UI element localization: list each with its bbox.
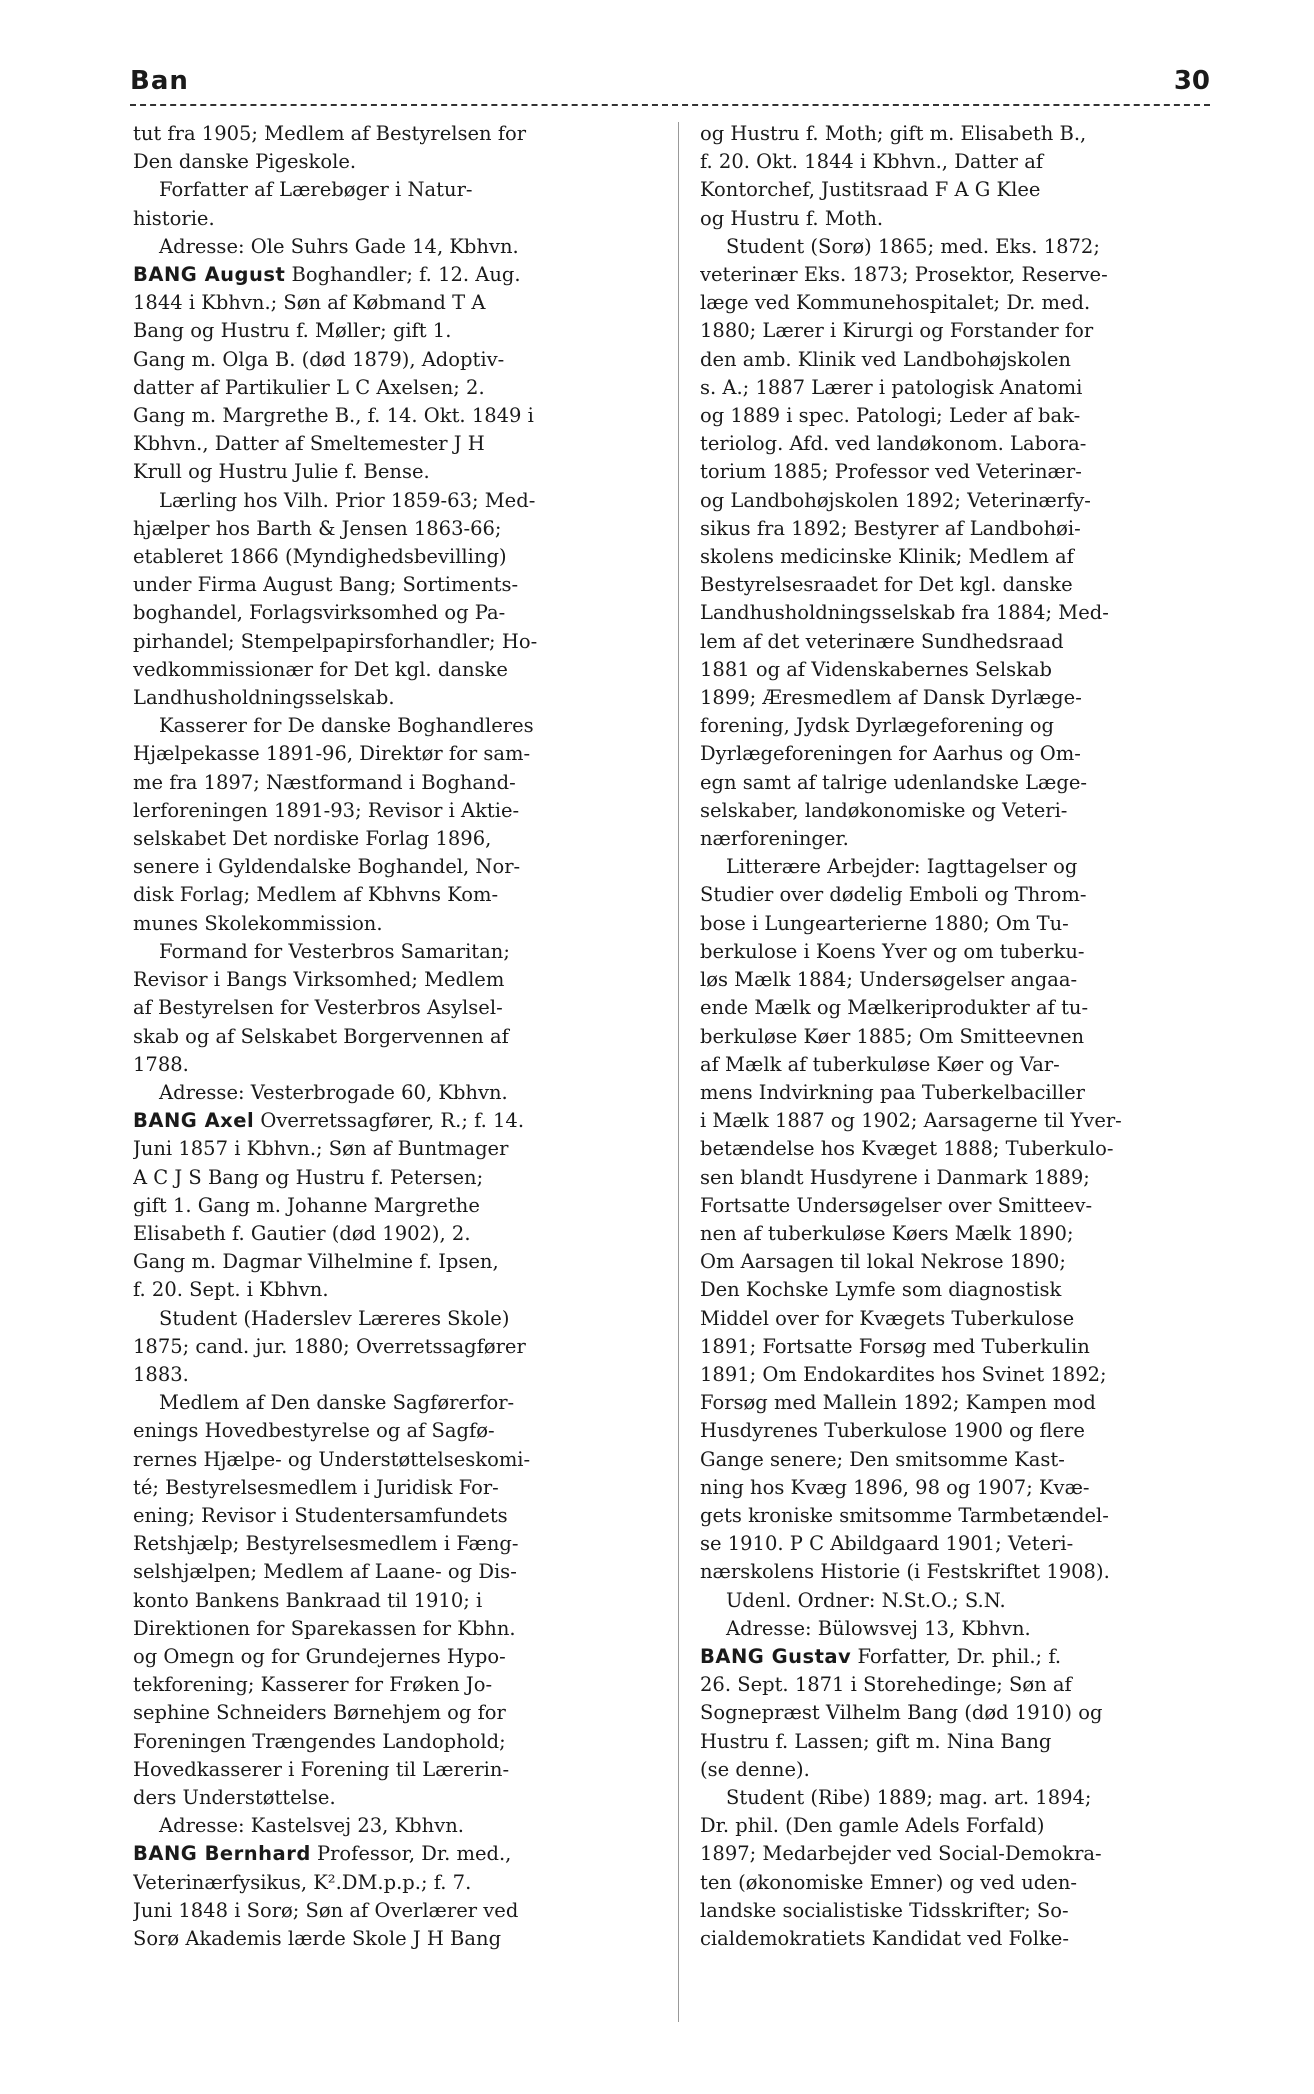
text-line (133, 1276, 669, 1304)
line-text: Forfatter, Dr. phil.; f. (851, 1644, 1062, 1668)
line-text: 1788. (133, 1052, 189, 1076)
text-line (700, 402, 1236, 430)
line-text: nærskolens Historie (i Festskriftet 1908). (700, 1560, 1110, 1584)
text-line (133, 487, 669, 515)
text-line (133, 1192, 669, 1220)
line-text: ten (økonomiske Emner) og ved uden- (700, 1870, 1077, 1894)
text-line (700, 120, 1236, 148)
text-line (700, 1361, 1236, 1389)
text-line (133, 712, 669, 740)
line-text: sikus fra 1892; Bestyrer af Landbohøi- (700, 516, 1081, 540)
line-text: etableret 1866 (Myndighedsbevilling) (133, 545, 507, 569)
text-line (700, 233, 1236, 261)
line-text: Sognepræst Vilhelm Bang (død 1910) og (700, 1701, 1103, 1725)
text-line (133, 1023, 669, 1051)
entry-heading: BANG Gustav (700, 1644, 852, 1668)
line-text: Husdyrenes Tuberkulose 1900 og flere (700, 1419, 1085, 1443)
text-line (133, 1446, 669, 1474)
line-text: Landhusholdningsselskab. (133, 686, 395, 710)
text-line (700, 205, 1236, 233)
line-text: Elisabeth f. Gautier (død 1902), 2. (133, 1221, 471, 1245)
text-line (133, 740, 669, 768)
line-text: Adresse: Ole Suhrs Gade 14, Kbhvn. (159, 234, 519, 258)
text-line (700, 1446, 1236, 1474)
line-text: berkulose i Koens Yver og om tuberku- (700, 939, 1085, 963)
line-text: Bestyrelsesraadet for Det kgl. danske (700, 573, 1073, 597)
text-line (133, 317, 669, 345)
line-text: Bang og Hustru f. Møller; gift 1. (133, 319, 452, 343)
line-text: 1897; Medarbejder ved Social-Demokra- (700, 1842, 1102, 1866)
text-line (700, 543, 1236, 571)
line-text: Kbhvn., Datter af Smeltemester J H (133, 432, 485, 456)
running-head: Ban (130, 66, 189, 96)
text-line (133, 1333, 669, 1361)
line-text: f. 20. Sept. i Kbhvn. (133, 1278, 329, 1302)
line-text: (se denne). (700, 1757, 810, 1781)
line-text: disk Forlag; Medlem af Kbhvns Kom- (133, 883, 499, 907)
line-text: s. A.; 1887 Lærer i patologisk Anatomi (700, 375, 1083, 399)
text-line (700, 1164, 1236, 1192)
text-line (133, 853, 669, 881)
line-text: og Landbohøjskolen 1892; Veterinærfy- (700, 488, 1091, 512)
text-line (133, 1164, 669, 1192)
line-text: 1891; Fortsatte Forsøg med Tuberkulin (700, 1334, 1090, 1358)
line-text: Om Aarsagen til lokal Nekrose 1890; (700, 1250, 1066, 1274)
line-text: gets kroniske smitsomme Tarmbetændel- (700, 1503, 1109, 1527)
line-text: lerforeningen 1891-93; Revisor i Aktie- (133, 798, 520, 822)
text-line (133, 656, 669, 684)
text-line (700, 1530, 1236, 1558)
text-line (700, 1107, 1236, 1135)
line-text: selshjælpen; Medlem af Laane- og Dis- (133, 1560, 517, 1584)
line-text: den amb. Klinik ved Landbohøjskolen (700, 347, 1071, 371)
text-line (700, 1784, 1236, 1812)
line-text: bose i Lungearterierne 1880; Om Tu- (700, 911, 1069, 935)
text-line (133, 1107, 669, 1135)
text-line (133, 430, 669, 458)
text-line (133, 374, 669, 402)
line-text: Kasserer for De danske Boghandleres (159, 714, 534, 738)
line-text: nen af tuberkuløse Køers Mælk 1890; (700, 1221, 1074, 1245)
line-text: datter af Partikulier L C Axelsen; 2. (133, 375, 485, 399)
text-line (700, 825, 1236, 853)
text-line (700, 346, 1236, 374)
line-text: af Mælk af tuberkuløse Køer og Var- (700, 1052, 1060, 1076)
text-line (133, 120, 669, 148)
page-header (130, 66, 1210, 106)
text-line (133, 1840, 669, 1868)
text-line (700, 1389, 1236, 1417)
text-line (700, 994, 1236, 1022)
entry-heading: BANG August (133, 263, 286, 287)
text-line (700, 1897, 1236, 1925)
line-text: Adresse: Vesterbrogade 60, Kbhvn. (159, 1080, 508, 1104)
line-text: Medlem af Den danske Sagførerfor- (159, 1391, 515, 1415)
entry-heading: BANG Axel (133, 1109, 255, 1133)
text-line (700, 656, 1236, 684)
line-text: teriolog. Afd. ved landøkonom. Labora- (700, 432, 1087, 456)
line-text: Student (Sorø) 1865; med. Eks. 1872; (726, 234, 1100, 258)
text-line (700, 910, 1236, 938)
header-rule (130, 104, 1210, 106)
line-text: Forfatter af Lærebøger i Natur- (159, 178, 473, 202)
line-text: Krull og Hustru Julie f. Bense. (133, 460, 430, 484)
line-text: rernes Hjælpe- og Understøttelseskomi- (133, 1447, 531, 1471)
line-text: 1844 i Kbhvn.; Søn af Købmand T A (133, 291, 486, 315)
line-text: gift 1. Gang m. Johanne Margrethe (133, 1193, 480, 1217)
line-text: Studier over dødelig Emboli og Throm- (700, 883, 1087, 907)
text-line (700, 1079, 1236, 1107)
text-line (700, 1615, 1236, 1643)
line-text: ning hos Kvæg 1896, 98 og 1907; Kvæ- (700, 1475, 1090, 1499)
entry-heading: BANG Bernhard (133, 1842, 311, 1866)
text-line (700, 148, 1236, 176)
line-text: 1880; Lærer i Kirurgi og Forstander for (700, 319, 1094, 343)
line-text: 1881 og af Videnskabernes Selskab (700, 657, 1053, 681)
line-text: boghandel, Forlagsvirksomhed og Pa- (133, 601, 506, 625)
line-text: berkuløse Køer 1885; Om Smitteevnen (700, 1024, 1085, 1048)
line-text: landske socialistiske Tidsskrifter; So- (700, 1898, 1069, 1922)
text-line (700, 1051, 1236, 1079)
line-text: Hjælpekasse 1891-96, Direktør for sam- (133, 742, 531, 766)
column-divider (678, 122, 679, 2022)
line-text: Formand for Vesterbros Samaritan; (159, 939, 510, 963)
text-line (133, 1220, 669, 1248)
text-line (133, 1812, 669, 1840)
text-line (133, 261, 669, 289)
text-line (133, 1474, 669, 1502)
text-line (133, 402, 669, 430)
text-line (700, 1220, 1236, 1248)
text-line (133, 1671, 669, 1699)
line-text: egn samt af talrige udenlandske Læge- (700, 770, 1087, 794)
text-line (700, 1276, 1236, 1304)
line-text: té; Bestyrelsesmedlem i Juridisk For- (133, 1475, 499, 1499)
text-line (700, 1756, 1236, 1784)
line-text: Fortsatte Undersøgelser over Smitteev- (700, 1193, 1093, 1217)
line-text: vedkommissionær for Det kgl. danske (133, 657, 508, 681)
text-line (700, 628, 1236, 656)
line-text: konto Bankens Bankraad til 1910; i (133, 1588, 483, 1612)
line-text: skolens medicinske Klinik; Medlem af (700, 545, 1074, 569)
line-text: Landhusholdningsselskab fra 1884; Med- (700, 601, 1109, 625)
text-line (133, 233, 669, 261)
line-text: Overretssagfører, R.; f. 14. (254, 1109, 525, 1133)
text-line (700, 1333, 1236, 1361)
text-line (700, 430, 1236, 458)
line-text: 1883. (133, 1362, 189, 1386)
line-text: selskaber, landøkonomiske og Veteri- (700, 798, 1068, 822)
text-line (700, 1728, 1236, 1756)
line-text: selskabet Det nordiske Forlag 1896, (133, 827, 492, 851)
line-text: 1875; cand. jur. 1880; Overretssagfører (133, 1334, 526, 1358)
line-text: og Hustru f. Moth; gift m. Elisabeth B., (700, 122, 1087, 145)
text-line (700, 1023, 1236, 1051)
text-line (700, 769, 1236, 797)
line-text: Juni 1857 i Kbhvn.; Søn af Buntmager (133, 1137, 509, 1161)
text-line (133, 1587, 669, 1615)
left-column (133, 120, 669, 1953)
text-line (133, 1756, 669, 1784)
text-line (700, 1699, 1236, 1727)
text-line (133, 515, 669, 543)
text-line (133, 966, 669, 994)
text-line (133, 910, 669, 938)
line-text: Veterinærfysikus, K².DM.p.p.; f. 7. (133, 1870, 472, 1894)
line-text: ening; Revisor i Studentersamfundets (133, 1503, 508, 1527)
text-line (133, 1615, 669, 1643)
text-line (133, 571, 669, 599)
text-line (700, 599, 1236, 627)
line-text: pirhandel; Stempelpapirsforhandler; Ho- (133, 629, 538, 653)
line-text: skab og af Selskabet Borgervennen af (133, 1024, 509, 1048)
text-line (700, 1502, 1236, 1530)
line-text: Student (Haderslev Læreres Skole) (159, 1306, 510, 1330)
line-text: under Firma August Bang; Sortiments- (133, 573, 519, 597)
text-line (700, 853, 1236, 881)
text-line (700, 176, 1236, 204)
line-text: tekforening; Kasserer for Frøken Jo- (133, 1673, 493, 1697)
text-line (700, 1305, 1236, 1333)
line-text: Litterære Arbejder: Iagttagelser og (726, 855, 1078, 879)
text-line (133, 1728, 669, 1756)
line-text: 26. Sept. 1871 i Storehedinge; Søn af (700, 1673, 1072, 1697)
line-text: Gang m. Dagmar Vilhelmine f. Ipsen, (133, 1250, 499, 1274)
text-line (700, 881, 1236, 909)
text-line (133, 684, 669, 712)
line-text: Gang m. Margrethe B., f. 14. Okt. 1849 i (133, 404, 534, 428)
text-line (133, 628, 669, 656)
line-text: mens Indvirkning paa Tuberkelbaciller (700, 1080, 1086, 1104)
line-text: løs Mælk 1884; Undersøgelser angaa- (700, 968, 1078, 992)
right-column (700, 120, 1236, 1953)
text-line (133, 1051, 669, 1079)
line-text: Direktionen for Sparekassen for Kbhn. (133, 1616, 516, 1640)
text-line (133, 1079, 669, 1107)
text-line (700, 458, 1236, 486)
text-line (133, 176, 669, 204)
line-text: Den danske Pigeskole. (133, 150, 357, 174)
line-text: Gang m. Olga B. (død 1879), Adoptiv- (133, 347, 505, 371)
line-text: A C J S Bang og Hustru f. Petersen; (133, 1165, 484, 1189)
line-text: nærforeninger. (700, 827, 849, 851)
line-text: og 1889 i spec. Patologi; Leder af bak- (700, 404, 1081, 428)
text-line (133, 543, 669, 571)
line-text: og Omegn og for Grundejernes Hypo- (133, 1644, 506, 1668)
line-text: Retshjælp; Bestyrelsesmedlem i Fæng- (133, 1532, 519, 1556)
line-text: Dr. phil. (Den gamle Adels Forfald) (700, 1814, 1045, 1838)
text-line (700, 1135, 1236, 1163)
text-line (133, 825, 669, 853)
line-text: Hustru f. Lassen; gift m. Nina Bang (700, 1729, 1052, 1753)
line-text: Gange senere; Den smitsomme Kast- (700, 1447, 1065, 1471)
line-text: Juni 1848 i Sorø; Søn af Overlærer ved (133, 1898, 519, 1922)
line-text: f. 20. Okt. 1844 i Kbhvn., Datter af (700, 150, 1044, 174)
text-line (700, 1474, 1236, 1502)
line-text: tut fra 1905; Medlem af Bestyrelsen for (133, 122, 527, 145)
line-text: betændelse hos Kvæget 1888; Tuberkulo- (700, 1137, 1114, 1161)
text-line (133, 1699, 669, 1727)
line-text: af Bestyrelsen for Vesterbros Asylsel- (133, 996, 503, 1020)
line-text: cialdemokratiets Kandidat ved Folke- (700, 1927, 1069, 1950)
text-line (133, 346, 669, 374)
text-line (700, 684, 1236, 712)
line-text: Revisor i Bangs Virksomhed; Medlem (133, 968, 505, 992)
text-line (700, 740, 1236, 768)
line-text: ders Understøttelse. (133, 1785, 336, 1809)
line-text: senere i Gyldendalske Boghandel, Nor- (133, 855, 521, 879)
line-text: Middel over for Kvægets Tuberkulose (700, 1306, 1075, 1330)
text-line (700, 712, 1236, 740)
line-text: Forsøg med Mallein 1892; Kampen mod (700, 1391, 1096, 1415)
line-text: se 1910. P C Abildgaard 1901; Veteri- (700, 1532, 1074, 1556)
text-line (133, 769, 669, 797)
line-text: Hovedkasserer i Forening til Lærerin- (133, 1757, 510, 1781)
text-line (700, 1643, 1236, 1671)
text-line (700, 317, 1236, 345)
text-line (700, 289, 1236, 317)
text-line (133, 1784, 669, 1812)
text-line (133, 1558, 669, 1586)
page-number: 30 (1173, 66, 1210, 96)
text-line (133, 797, 669, 825)
text-line (133, 599, 669, 627)
line-text: enings Hovedbestyrelse og af Sagfø- (133, 1419, 495, 1443)
line-text: me fra 1897; Næstformand i Boghand- (133, 770, 516, 794)
line-text: 1899; Æresmedlem af Dansk Dyrlæge- (700, 686, 1082, 710)
line-text: veterinær Eks. 1873; Prosektor, Reserve- (700, 263, 1108, 287)
text-line (700, 1812, 1236, 1840)
line-text: Student (Ribe) 1889; mag. art. 1894; (726, 1785, 1092, 1809)
text-line (133, 1135, 669, 1163)
text-line (133, 1417, 669, 1445)
text-line (700, 797, 1236, 825)
text-line (700, 261, 1236, 289)
text-line (700, 966, 1236, 994)
text-line (700, 1925, 1236, 1953)
line-text: læge ved Kommunehospitalet; Dr. med. (700, 291, 1091, 315)
text-line (700, 1192, 1236, 1220)
line-text: torium 1885; Professor ved Veterinær- (700, 460, 1082, 484)
text-line (133, 938, 669, 966)
text-line (133, 994, 669, 1022)
line-text: 1891; Om Endokardites hos Svinet 1892; (700, 1362, 1107, 1386)
text-line (133, 1305, 669, 1333)
line-text: sen blandt Husdyrene i Danmark 1889; (700, 1165, 1090, 1189)
line-text: Adresse: Kastelsvej 23, Kbhvn. (159, 1814, 464, 1838)
text-line (700, 571, 1236, 599)
line-text: munes Skolekommission. (133, 911, 383, 935)
text-line (700, 1671, 1236, 1699)
text-line (700, 1869, 1236, 1897)
line-text: Udenl. Ordner: N.St.O.; S.N. (726, 1588, 1006, 1612)
text-line (700, 1840, 1236, 1868)
line-text: lem af det veterinære Sundhedsraad (700, 629, 1064, 653)
text-line (133, 1925, 669, 1953)
text-line (133, 1897, 669, 1925)
text-line (133, 458, 669, 486)
line-text: Professor, Dr. med., (310, 1842, 512, 1866)
line-text: Sorø Akademis lærde Skole J H Bang (133, 1927, 502, 1950)
text-line (700, 1248, 1236, 1276)
line-text: i Mælk 1887 og 1902; Aarsagerne til Yver- (700, 1109, 1122, 1133)
line-text: sephine Schneiders Børnehjem og for (133, 1701, 506, 1725)
line-text: Den Kochske Lymfe som diagnostisk (700, 1278, 1062, 1302)
text-line (133, 1869, 669, 1897)
line-text: historie. (133, 206, 215, 230)
line-text: Boghandler; f. 12. Aug. (285, 263, 521, 287)
text-line (133, 1643, 669, 1671)
text-line (700, 374, 1236, 402)
text-line (133, 1361, 669, 1389)
text-line (133, 205, 669, 233)
line-text: Dyrlægeforeningen for Aarhus og Om- (700, 742, 1081, 766)
line-text: og Hustru f. Moth. (700, 206, 884, 230)
text-line (700, 1417, 1236, 1445)
text-line (133, 1389, 669, 1417)
text-line (133, 1248, 669, 1276)
text-line (133, 1502, 669, 1530)
text-line (700, 938, 1236, 966)
line-text: Foreningen Trængendes Landophold; (133, 1729, 506, 1753)
text-line (700, 515, 1236, 543)
text-line (700, 487, 1236, 515)
line-text: Adresse: Bülowsvej 13, Kbhvn. (726, 1616, 1031, 1640)
line-text: ende Mælk og Mælkeriprodukter af tu- (700, 996, 1089, 1020)
text-line (700, 1558, 1236, 1586)
line-text: Lærling hos Vilh. Prior 1859-63; Med- (159, 488, 536, 512)
line-text: Kontorchef, Justitsraad F A G Klee (700, 178, 1041, 202)
text-line (133, 289, 669, 317)
line-text: hjælper hos Barth & Jensen 1863-66; (133, 516, 502, 540)
text-line (133, 881, 669, 909)
text-line (133, 1530, 669, 1558)
text-line (700, 1587, 1236, 1615)
text-line (133, 148, 669, 176)
line-text: forening, Jydsk Dyrlægeforening og (700, 714, 1055, 738)
